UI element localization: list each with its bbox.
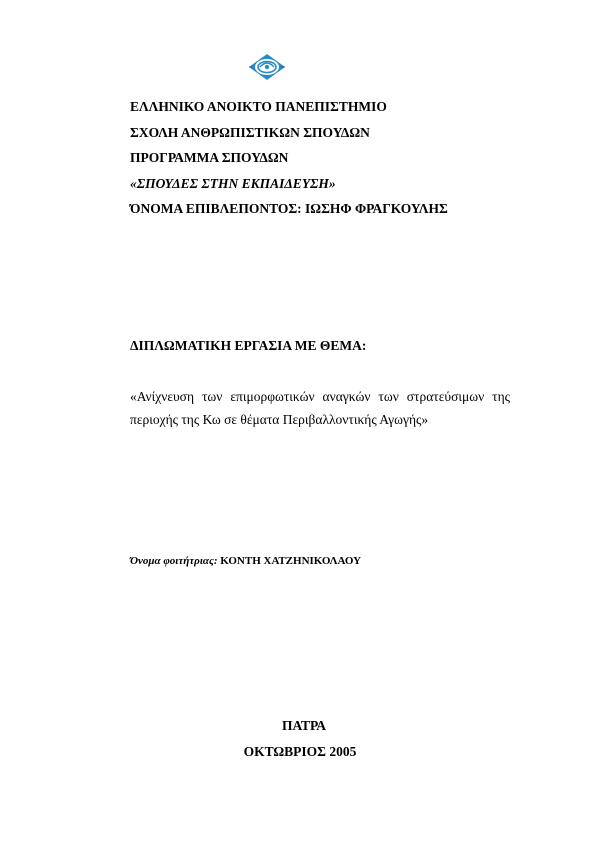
school-name: ΣΧΟΛΗ ΑΝΘΡΩΠΙΣΤΙΚΩΝ ΣΠΟΥΔΩΝ xyxy=(130,124,370,140)
thesis-heading: ΔΙΠΛΩΜΑΤΙΚΗ ΕΡΓΑΣΙΑ ΜΕ ΘΕΜΑ: xyxy=(130,338,367,353)
institution-header xyxy=(130,94,448,222)
city: ΠΑΤΡΑ xyxy=(282,718,326,733)
student-label: Όνομα φοιτήτριας: xyxy=(130,555,218,567)
thesis-title: «Ανίχνευση των επιμορφωτικών αναγκών των στρατεύσιμων της περιοχής της Κω σε θέματα Περιβαλλοντικής Αγωγής» xyxy=(130,389,510,427)
program-label: ΠΡΟΓΡΑΜΜΑ ΣΠΟΥΔΩΝ xyxy=(130,150,289,165)
university-name: ΕΛΛΗΝΙΚΟ ΑΝΟΙΚΤΟ ΠΑΝΕΠΙΣΤΗΜΙΟ xyxy=(130,99,387,114)
student-line xyxy=(130,555,361,567)
university-logo-icon xyxy=(247,52,287,82)
date: ΟΚΤΩΒΡΙΟΣ 2005 xyxy=(243,744,357,759)
student-name: ΚΟΝΤΗ ΧΑΤΖΗΝΙΚΟΛΑΟΥ xyxy=(220,555,362,567)
program-name: «ΣΠΟΥΔΕΣ ΣΤΗΝ ΕΚΠΑΙΔΕΥΣΗ» xyxy=(130,175,336,191)
footer xyxy=(0,713,600,765)
supervisor-name: ΌΝΟΜΑ ΕΠΙΒΛΕΠΟΝΤΟΣ: ΙΩΣΗΦ ΦΡΑΓΚΟΥΛΗΣ xyxy=(130,201,448,216)
